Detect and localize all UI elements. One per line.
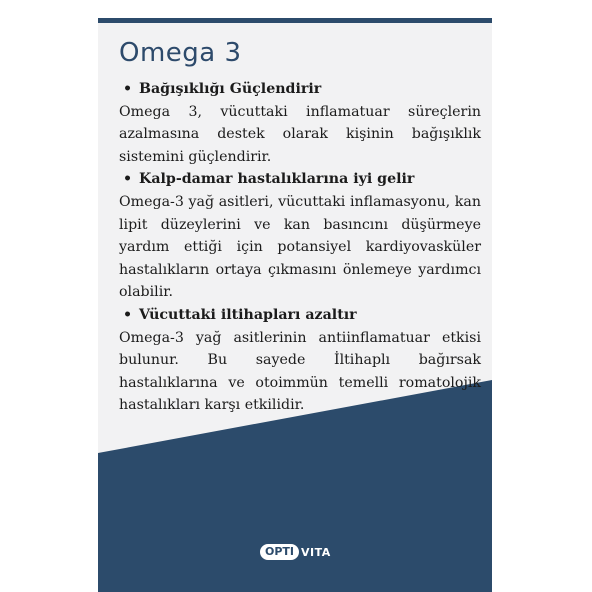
section-body-inflammation: Omega-3 yağ asitlerinin antiinflamatuar etkisi bulunur. Bu sayede İltihaplı bağırsak hastalıklarına ve otoimmün temelli romatolojik hastalıkları karşı etkilidir. [119, 329, 481, 414]
logo-vita: VITA [301, 545, 331, 559]
content [119, 78, 481, 417]
section-heading-immunity [119, 78, 481, 101]
bullet-icon: • [123, 81, 133, 97]
section-heading-text: Vücuttaki iltihapları azaltır [139, 306, 357, 323]
section-heading-text: Bağışıklığı Güçlendirir [139, 81, 322, 97]
section-body-heart: Omega-3 yağ asitleri, vücuttaki inflamasyonu, kan lipit düzeylerini ve kan basıncını düşürmeye yardım ettiği için potansiyel kardiyovasküler hastalıkların ortaya çıkmasını önlemeye yardımcı olabilir. [119, 193, 481, 301]
section-heading-heart [119, 168, 481, 191]
page-title: Omega 3 [119, 38, 242, 68]
section-heading-text: Kalp-damar hastalıklarına iyi gelir [139, 171, 415, 188]
bullet-icon: • [123, 306, 133, 323]
bullet-icon: • [123, 171, 133, 188]
logo-opti: OPTI [260, 544, 299, 560]
brand-logo [260, 543, 331, 561]
info-card [98, 18, 492, 592]
section-body-immunity: Omega 3, vücuttaki inflamatuar süreçlerin azalmasına destek olarak kişinin bağışıklık sistemini güçlendirir. [119, 103, 481, 165]
section-heading-inflammation [119, 304, 481, 327]
